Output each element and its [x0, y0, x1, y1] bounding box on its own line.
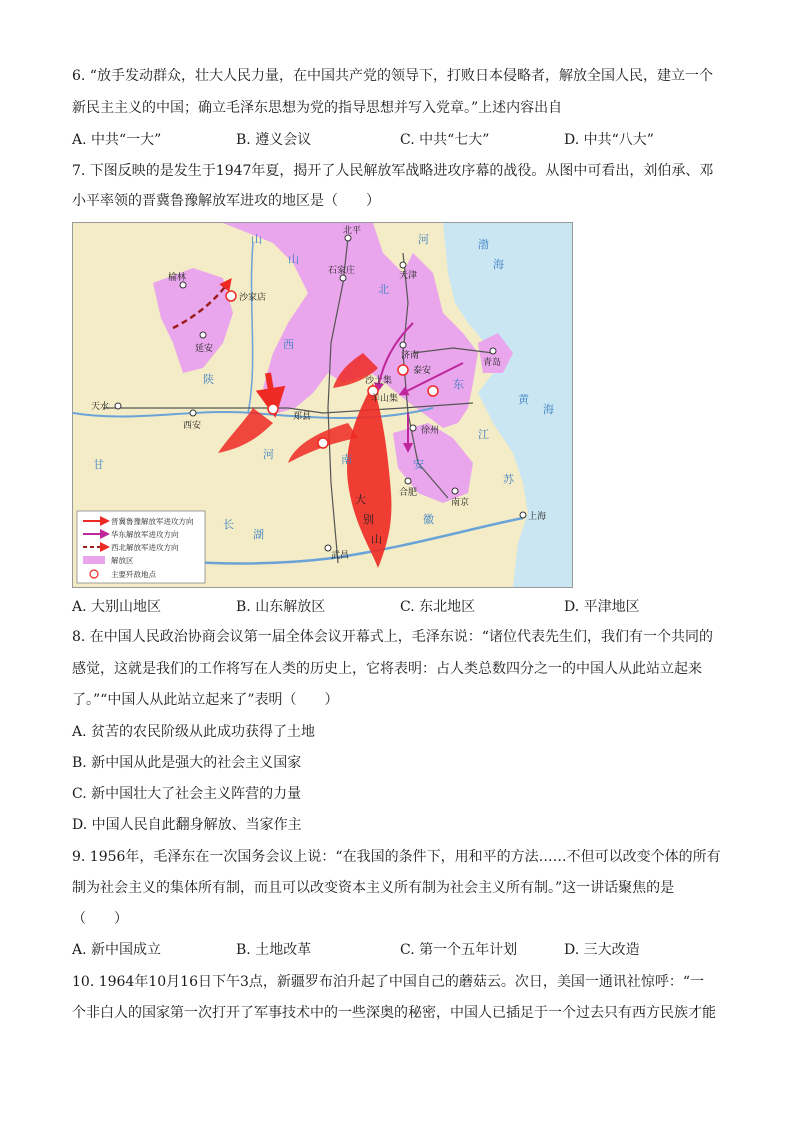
- geo-bie: 别: [363, 513, 374, 526]
- geo-bohai2: 海: [493, 258, 504, 271]
- label-shajiadian: 沙家店: [239, 293, 267, 303]
- geo-jiang: 江: [478, 428, 489, 441]
- q9-option-b[interactable]: B. 土地改革: [236, 942, 312, 958]
- label-wuchang: 武昌: [331, 551, 350, 561]
- geo-da: 大: [355, 493, 366, 506]
- q9-stem-line2: 制为社会主义的集体所有制，而且可以改变资本主义所有制为社会主义所有制。”这一讲话聚焦的是: [72, 880, 675, 896]
- label-jinan: 济南: [401, 351, 420, 361]
- legend-item5: 主要歼敌地点: [111, 570, 156, 579]
- q7-option-c[interactable]: C. 东北地区: [400, 599, 476, 615]
- legend-item1: 晋冀鲁豫解放军进攻方向: [111, 517, 194, 526]
- geo-bohai1: 渤: [478, 238, 489, 251]
- campaign-map: [72, 222, 573, 588]
- label-zhengxian: 郑县: [293, 412, 312, 422]
- label-shatuji: 沙土集: [365, 376, 393, 386]
- geo-nan: 南: [341, 453, 352, 466]
- geo-bei: 北: [378, 283, 389, 296]
- q8-option-b[interactable]: B. 新中国从此是强大的社会主义国家: [72, 755, 302, 771]
- geo-dong: 东: [453, 378, 464, 391]
- q9-option-a[interactable]: A. 新中国成立: [72, 942, 162, 958]
- geo-shan-mount: 山: [251, 233, 262, 246]
- geo-hui: 徽: [423, 513, 434, 526]
- q8-stem-line2: 感觉，这就是我们的工作将写在人类的历史上，它将表明：占人类总数四分之一的中国人从此站立起来: [72, 661, 702, 677]
- label-hefei: 合肥: [399, 488, 418, 498]
- label-qingdao: 青岛: [483, 358, 502, 368]
- geo-su: 苏: [503, 473, 514, 486]
- label-tianjin: 天津: [399, 271, 418, 281]
- q8-option-c[interactable]: C. 新中国壮大了社会主义阵营的力量: [72, 786, 302, 802]
- map-legend: [77, 511, 205, 583]
- legend-item2: 华东解放军进攻方向: [111, 530, 179, 539]
- geo-shan3: 山: [371, 533, 382, 546]
- q9-stem-line3: （ ）: [72, 911, 128, 927]
- legend-item4: 解放区: [111, 556, 134, 565]
- q7-option-d[interactable]: D. 平津地区: [564, 599, 640, 615]
- geo-shan1: 陕: [203, 373, 214, 386]
- q9-stem-line1: 9. 1956年，毛泽东在一次国务会议上说：“在我国的条件下，用和平的方法……不但可以改变个体的所有: [72, 849, 721, 865]
- q6-option-b[interactable]: B. 遵义会议: [236, 132, 312, 148]
- q7-stem-line2: 小平率领的晋冀鲁豫解放军进攻的地区是（ ）: [72, 193, 380, 209]
- geo-chang: 长: [223, 518, 234, 531]
- q8-stem-line3: 了。”“中国人从此站立起来了”表明（ ）: [72, 692, 339, 708]
- label-tianshui: 天水: [91, 402, 110, 412]
- q9-option-d[interactable]: D. 三大改造: [564, 942, 640, 958]
- q7-stem-line1: 7. 下图反映的是发生于1947年夏，揭开了人民解放军战略进攻序幕的战役。从图中可看出，刘伯承、邓: [72, 163, 714, 179]
- geo-an: 安: [413, 458, 424, 471]
- label-shanghai: 上海: [528, 512, 547, 522]
- q7-option-b[interactable]: B. 山东解放区: [236, 599, 326, 615]
- q6-option-c[interactable]: C. 中共“七大”: [400, 132, 490, 148]
- label-xian: 西安: [183, 421, 202, 431]
- q6-option-d[interactable]: D. 中共“八大”: [564, 132, 654, 148]
- label-shijiazhuang: 石家庄: [328, 266, 356, 276]
- label-yanan: 延安: [195, 344, 214, 354]
- geo-hu: 湖: [253, 528, 264, 541]
- q6-stem-line2: 新民主主义的中国；确立毛泽东思想为党的指导思想并写入党章。”上述内容出自: [72, 100, 563, 116]
- q7-option-a[interactable]: A. 大别山地区: [72, 599, 162, 615]
- geo-he: 河: [263, 448, 274, 461]
- q8-option-a[interactable]: A. 贫苦的农民阶级从此成功获得了土地: [72, 724, 316, 740]
- q10-stem-line1: 10. 1964年10月16日下午3点，新疆罗布泊升起了中国自己的蘑菇云。次日，美国一通讯社惊呼：“一: [72, 974, 705, 990]
- geo-hebei-he: 河: [418, 233, 429, 246]
- q6-stem-line1: 6. “放手发动群众，壮大人民力量，在中国共产党的领导下，打败日本侵略者，解放全国人民，建立一个: [72, 68, 713, 84]
- label-yulin: 榆林: [168, 273, 187, 283]
- geo-huang: 黄: [518, 393, 529, 406]
- label-yangshanji: 羊山集: [371, 394, 399, 404]
- q6-option-a[interactable]: A. 中共“一大”: [72, 132, 162, 148]
- label-taian: 泰安: [413, 366, 432, 376]
- q10-stem-line2: 个非白人的国家第一次打开了军事技术中的一些深奥的秘密，中国人已插足于一个过去只有西方民族才能: [72, 1005, 716, 1021]
- q8-stem-line1: 8. 在中国人民政治协商会议第一届全体会议开幕式上，毛泽东说：“诸位代表先生们，我们有一个共同的: [72, 629, 713, 645]
- geo-hai: 海: [543, 403, 554, 416]
- label-beiping: 北平: [343, 226, 362, 236]
- geo-shan2: 山: [288, 253, 299, 266]
- geo-gan: 甘: [93, 458, 104, 471]
- q9-option-c[interactable]: C. 第一个五年计划: [400, 942, 518, 958]
- q8-option-d[interactable]: D. 中国人民自此翻身解放、当家作主: [72, 817, 302, 833]
- label-xuzhou: 徐州: [421, 426, 440, 436]
- legend-item3: 西北解放军进攻方向: [111, 543, 179, 552]
- geo-xi1: 西: [283, 338, 294, 351]
- label-nanjing: 南京: [451, 498, 470, 508]
